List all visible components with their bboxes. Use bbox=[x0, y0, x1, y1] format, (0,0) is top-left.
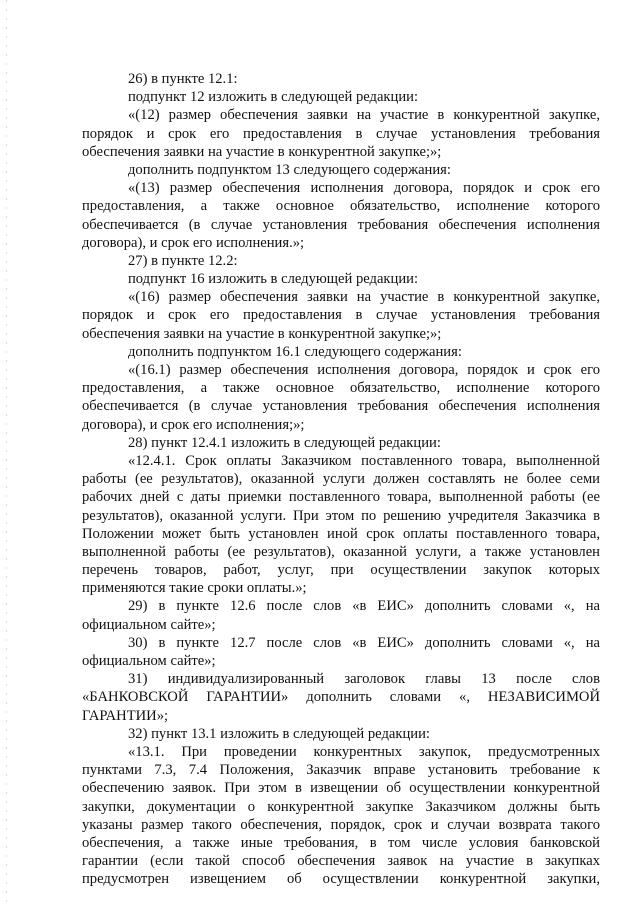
document-line: применяются такие сроки оплаты.»; bbox=[82, 580, 307, 597]
document-line: договора), и срок его исполнения.»; bbox=[82, 234, 305, 251]
document-line: «(13) размер обеспечения исполнения договора, порядок и срок его bbox=[128, 180, 600, 197]
document-line: гарантии (если такой способ обеспечения заявок на участие в закупках bbox=[82, 853, 600, 870]
document-line: подпункт 12 изложить в следующей редакции: bbox=[128, 89, 419, 106]
scan-margin-mark bbox=[6, 0, 7, 905]
document-line: «(12) размер обеспечения заявки на участие в конкурентной закупке, bbox=[128, 107, 600, 124]
document-line: предусмотрен извещением об осуществлении конкурентной закупки, bbox=[82, 871, 600, 888]
document-line: Положении может быть установлен иной срок оплаты поставленного товара, bbox=[82, 525, 600, 542]
document-line: порядок и срок его предоставления в случае установления требования bbox=[82, 125, 600, 142]
document-line: закупки, документации о конкурентной закупке Заказчиком должны быть bbox=[82, 798, 600, 815]
document-line: результатов), оказанной услуги. При этом по решению учредителя Заказчика в bbox=[82, 507, 600, 524]
document-line: указаны размер такого обеспечения, порядок, срок и случаи возврата такого bbox=[82, 816, 600, 833]
document-line: выполненной работы (ее результатов), оказанной услуги, а также установлен bbox=[82, 543, 600, 560]
document-line: порядок и срок его предоставления в случае установления требования bbox=[82, 307, 600, 324]
document-line: предоставления, а также основное обязательство, исполнение которого bbox=[82, 380, 600, 397]
document-line: подпункт 16 изложить в следующей редакции: bbox=[128, 271, 419, 288]
document-line: работы (ее результатов), оказанной услуги должен составлять не более семи bbox=[82, 471, 600, 488]
document-line: обеспечивается (в случае установления требования обеспечения исполнения bbox=[82, 398, 600, 415]
document-line: 31) индивидуализированный заголовок главы 13 после слов bbox=[128, 671, 600, 688]
document-line: дополнить подпунктом 13 следующего содержания: bbox=[128, 161, 451, 178]
document-line: ГАРАНТИИ»; bbox=[82, 707, 169, 724]
document-line: дополнить подпунктом 16.1 следующего содержания: bbox=[128, 343, 462, 360]
document-line: 29) в пункте 12.6 после слов «в ЕИС» дополнить словами «, на bbox=[128, 598, 600, 615]
document-line: обеспечения заявки на участие в конкурентной закупке;»; bbox=[82, 325, 442, 342]
document-line: официальном сайте»; bbox=[82, 653, 216, 669]
document-line: договора), и срок его исполнения;»; bbox=[82, 416, 305, 433]
document-body bbox=[82, 70, 600, 888]
document-line: «(16) размер обеспечения заявки на участие в конкурентной закупке, bbox=[128, 289, 600, 306]
document-line: обеспечения, а также иные требования, в том числе условия банковской bbox=[82, 834, 600, 851]
document-line: обеспечения заявки на участие в конкурентной закупке;»; bbox=[82, 143, 442, 160]
document-line: перечень товаров, работ, услуг, при осуществлении закупок которых bbox=[82, 562, 600, 579]
document-line: 26) в пункте 12.1: bbox=[128, 71, 238, 87]
document-line: 27) в пункте 12.2: bbox=[128, 252, 238, 269]
document-line: «БАНКОВСКОЙ ГАРАНТИИ» дополнить словами «, НЕЗАВИСИМОЙ bbox=[82, 689, 600, 706]
document-line: предоставления, а также основное обязательство, исполнение которого bbox=[82, 198, 600, 215]
document-line: 30) в пункте 12.7 после слов «в ЕИС» дополнить словами «, на bbox=[128, 634, 600, 651]
document-line: официальном сайте»; bbox=[82, 616, 216, 633]
document-line: «(16.1) размер обеспечения исполнения договора, порядок и срок его bbox=[128, 362, 600, 378]
document-line: обеспечению заявок. При этом в извещении об осуществлении конкурентной bbox=[82, 780, 600, 797]
document-line: 28) пункт 12.4.1 изложить в следующей редакции: bbox=[128, 434, 441, 451]
document-line: 32) пункт 13.1 изложить в следующей редакции: bbox=[128, 725, 430, 742]
document-line: рабочих дней с даты приемки поставленного товара, выполненной работы (ее bbox=[82, 489, 600, 506]
document-line: обеспечивается (в случае установления требования обеспечения исполнения bbox=[82, 216, 600, 233]
document-line: «12.4.1. Срок оплаты Заказчиком поставленного товара, выполненной bbox=[128, 452, 600, 469]
document-line: «13.1. При проведении конкурентных закупок, предусмотренных bbox=[128, 743, 600, 760]
document-line: пунктами 7.3, 7.4 Положения, Заказчик вправе установить требование к bbox=[82, 762, 600, 779]
